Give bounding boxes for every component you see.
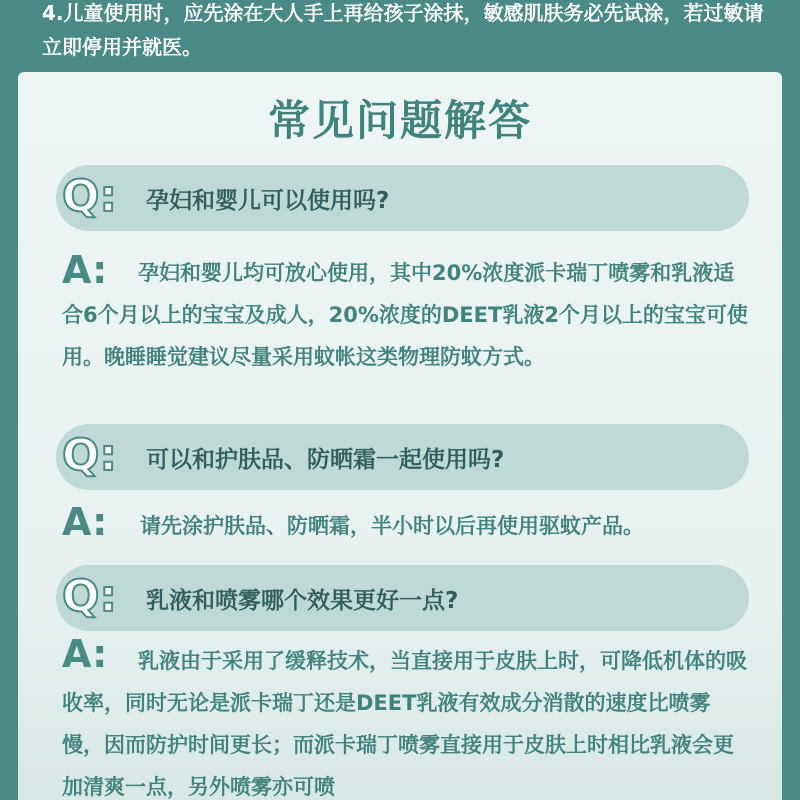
q-marker: Q: <box>62 171 117 222</box>
question-1-text: 孕妇和婴儿可以使用吗? <box>146 188 390 214</box>
question-pill-3 <box>56 565 749 631</box>
answer-1-text: 孕妇和婴儿均可放心使用，其中20%浓度派卡瑞丁喷雾和乳液适合6个月以上的宝宝及成人，20%浓度的DEET乳液2个月以上的宝宝可使用。晚睡睡觉建议尽量采用蚊帐这类物理防蚊方式。 <box>62 261 748 369</box>
a-marker: A: <box>62 500 108 544</box>
q-marker: Q: <box>62 571 117 622</box>
top-usage-note: 4.儿童使用时，应先涂在大人手上再给孩子涂抹，敏感肌肤务必先试涂，若过敏请立即停用并就医。 <box>42 1 764 59</box>
a-marker: A: <box>62 632 108 676</box>
q-marker: Q: <box>62 430 117 481</box>
question-pill-2 <box>56 424 749 490</box>
page-title: 常见问题解答 <box>267 96 532 145</box>
question-pill-1 <box>56 165 749 231</box>
question-3-text: 乳液和喷雾哪个效果更好一点? <box>146 588 459 614</box>
answer-3-text: 乳液由于采用了缓释技术，当直接用于皮肤上时，可降低机体的吸收率，同时无论是派卡瑞丁还是DEET乳液有效成分消散的速度比喷雾慢，因而防护时间更长；而派卡瑞丁喷雾直接用于皮肤上时相比乳液会更加清爽一点，另外喷雾亦可喷 <box>62 649 747 799</box>
question-2-text: 可以和护肤品、防晒霜一起使用吗? <box>146 447 505 473</box>
answer-2-text: 请先涂护肤品、防晒霜，半小时以后再使用驱蚊产品。 <box>140 514 644 538</box>
a-marker: A: <box>62 248 108 292</box>
